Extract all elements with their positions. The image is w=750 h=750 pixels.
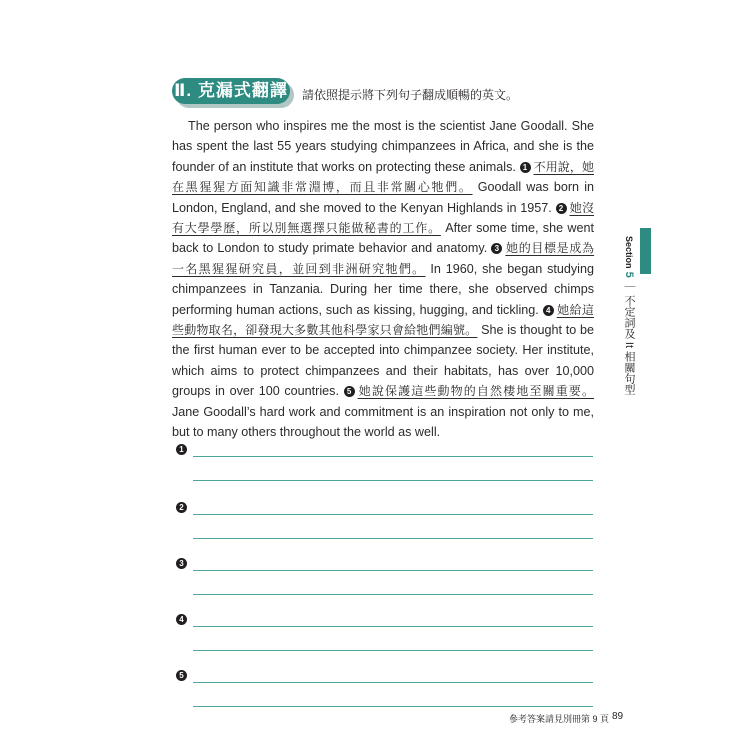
answer-line[interactable] — [193, 706, 593, 707]
answer-line[interactable] — [193, 456, 593, 457]
side-section-label — [618, 236, 638, 395]
answer-line[interactable] — [193, 650, 593, 651]
side-tab-marker — [640, 228, 651, 274]
answer-line[interactable] — [193, 514, 593, 515]
translation-prompt-3: 她的目標是成為一名黑猩猩研究員，並回到非洲研究牠們。 — [172, 241, 595, 276]
passage-text-1: The person who inspires me the most is the scientist Jane Goodall. She has spent the last 55 years studying chimpanzees in Africa, and she is the founder of an institute that works on protecting these animals. — [172, 119, 594, 174]
number-5-icon: 5 — [344, 386, 355, 397]
answer-number-1-icon: 1 — [176, 444, 187, 455]
translation-prompt-1: 不用說，她在黑猩猩方面知識非常淵博，而且非常關心牠們。 — [172, 159, 595, 195]
passage-text-4: In 1960, she began studying chimpanzees in Tanzania. During her time there, she observed chimps performing human actions, such as kissing, hugging, and tickling. — [172, 261, 594, 317]
answer-reference-note: 參考答案請見別冊第 9 頁 — [509, 714, 610, 724]
answer-line[interactable] — [193, 480, 593, 481]
number-4-icon: 4 — [543, 305, 554, 316]
translation-prompt-5: 她說保護這些動物的自然棲地至關重要。 — [357, 384, 594, 399]
answer-line[interactable] — [193, 570, 593, 571]
section-title: 不定詞及 It 相關句型 — [623, 294, 635, 396]
answer-number-5-icon: 5 — [176, 670, 187, 681]
instruction-text: 請依照提示將下列句子翻成順暢的英文。 — [302, 88, 519, 102]
section-badge: Ⅱ. 克漏式翻譯 — [172, 78, 290, 104]
passage — [172, 116, 594, 443]
answer-line[interactable] — [193, 594, 593, 595]
translation-prompt-2: 她沒有大學學歷，所以別無選擇只能做秘書的工作。 — [172, 200, 594, 236]
section-word: Section — [624, 236, 634, 269]
answer-number-4-icon: 4 — [176, 614, 187, 625]
passage-text-3: After some time, she went back to London to study primate behavior and anatomy. — [172, 221, 595, 256]
answer-line[interactable] — [193, 682, 593, 683]
section-number: 5 — [623, 271, 635, 278]
passage-text-2: Goodall was born in London, England, and she moved to the Kenyan Highlands in 1957. — [172, 180, 595, 215]
answer-number-3-icon: 3 — [176, 558, 187, 569]
answer-line[interactable] — [193, 538, 593, 539]
number-3-icon: 3 — [491, 243, 502, 254]
number-2-icon: 2 — [556, 203, 567, 214]
number-1-icon: 1 — [520, 162, 531, 173]
translation-prompt-4: 她給這些動物取名，卻發現大多數其他科學家只會給牠們編號。 — [172, 302, 594, 338]
passage-text-6: Jane Goodall’s hard work and commitment is an inspiration not only to me, but to many others throughout the world as well. — [172, 404, 594, 440]
passage-text-5: She is thought to be the first human ever to be accepted into chimpanzee society. Her institute, which aims to protect chimpanzees and their habitats, has over 10,000 groups in over 100 countries. — [172, 323, 594, 399]
answer-number-2-icon: 2 — [176, 502, 187, 513]
side-divider: ｜ — [623, 280, 635, 292]
page-number: 89 — [612, 711, 624, 722]
answer-line[interactable] — [193, 626, 593, 627]
